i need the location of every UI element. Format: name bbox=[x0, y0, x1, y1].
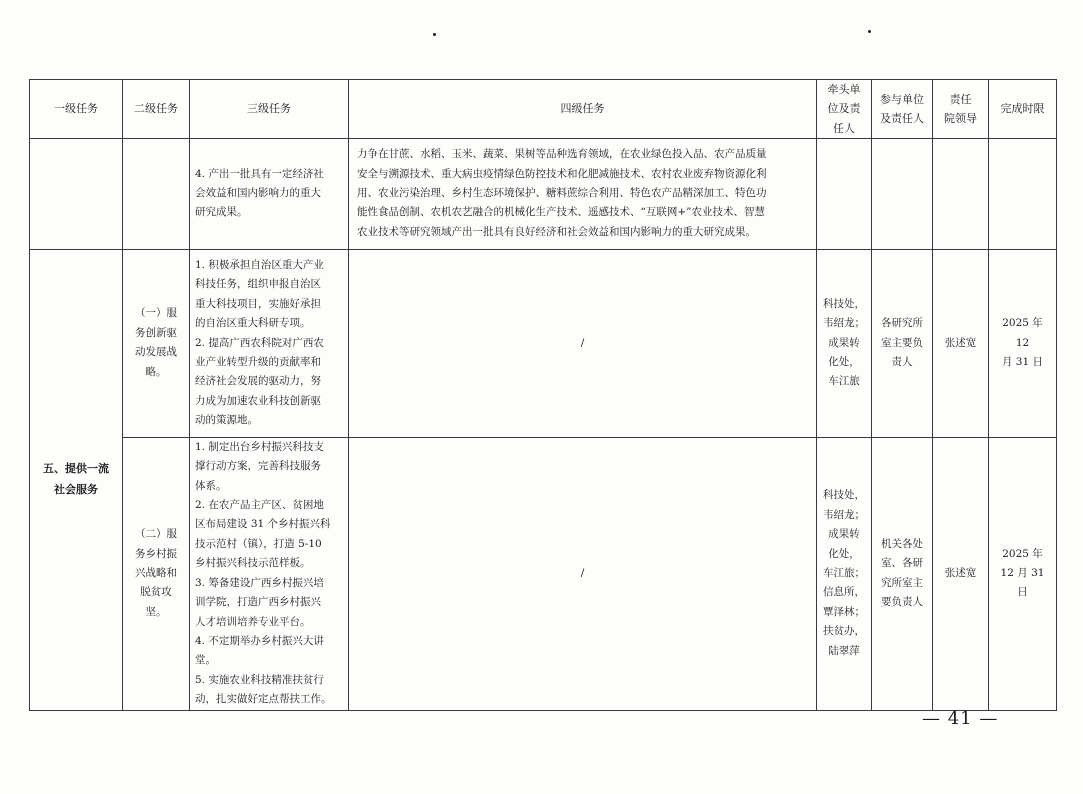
table-row bbox=[30, 138, 1057, 249]
leader-cell: 张述宽 bbox=[933, 437, 989, 710]
scan-speck bbox=[868, 30, 871, 33]
lead-cell: 科技处， 韦绍龙； 成果转 化处， 车江旅 bbox=[817, 249, 872, 437]
empty-cell bbox=[123, 138, 190, 249]
participants-cell: 机关各处 室、各研 究所室主 要负责人 bbox=[872, 437, 933, 710]
leader-cell: 张述宽 bbox=[933, 249, 989, 437]
header-level2: 二级任务 bbox=[123, 80, 190, 139]
header-participants: 参与单位 及责任人 bbox=[872, 80, 933, 139]
level2-cell: （一）服 务创新驱 动发展战 略。 bbox=[123, 249, 190, 437]
empty-cell bbox=[30, 138, 123, 249]
level2-cell: （二）服 务乡村振 兴战略和 脱贫攻 坚。 bbox=[123, 437, 190, 710]
header-level1: 一级任务 bbox=[30, 80, 123, 139]
deadline-cell: 2025 年 12 月 31 日 bbox=[989, 249, 1057, 437]
deadline-cell: 2025 年 12 月 31 日 bbox=[989, 437, 1057, 710]
empty-cell bbox=[872, 138, 933, 249]
task-table bbox=[29, 79, 1057, 711]
level3-cell: 1. 制定出台乡村振兴科技支 撑行动方案，完善科技服务 体系。 2. 在农产品主产区、贫困地 区布局建设 31 个乡村振兴科 技示范村（镇），打造 5-10 乡村振兴科技示范样板。 3. 筹备建设广西乡村振兴培 训学院，打造广西乡村振兴 人才培训培养专业平台。 4. 不定期举办乡村振兴大讲 堂。 5. 实施农业科技精准扶贫行 动，扎实做好定点帮扶工作。 bbox=[190, 437, 349, 710]
table-row bbox=[30, 437, 1057, 710]
table-row bbox=[30, 249, 1057, 437]
header-deadline: 完成时限 bbox=[989, 80, 1057, 139]
level4-cell: 力争在甘蔗、水稻、玉米、蔬菜、果树等品种选育领域，在农业绿色投入品、农产品质量 安全与溯源技术、重大病虫疫情绿色防控技术和化肥减施技术、农村农业废弃物资源化利 用、农业污染治理、乡村生态环境保护、糖料蔗综合利用、特色农产品精深加工、特色功 能性食品创制、农机农艺融合的机械化生产技术、遥感技术、“互联网+”农业技术、智慧 农业技术等研究领域产出一批具有良好经济和社会效益和国内影响力的重大研究成果。 bbox=[349, 138, 817, 249]
empty-cell bbox=[817, 138, 872, 249]
header-leader: 责任 院领导 bbox=[933, 80, 989, 139]
level3-cell: 1. 积极承担自治区重大产业 科技任务，组织申报自治区 重大科技项目，实施好承担 的自治区重大科研专项。 2. 提高广西农科院对广西农 业产业转型升级的贡献率和 经济社会发展的驱动力，努 力成为加速农业科技创新驱 动的策源地。 bbox=[190, 249, 349, 437]
scan-speck bbox=[433, 33, 436, 36]
level1-cell: 五、提供一流 社会服务 bbox=[30, 249, 123, 710]
empty-cell bbox=[933, 138, 989, 249]
header-level4: 四级任务 bbox=[349, 80, 817, 139]
header-lead: 牵头单 位及责 任人 bbox=[817, 80, 872, 139]
lead-cell: 科技处， 韦绍龙； 成果转 化处， 车江旅； 信息所， 覃泽林； 扶贫办， 陆翠萍 bbox=[817, 437, 872, 710]
level4-cell: / bbox=[349, 437, 817, 710]
page-number: — 41 — bbox=[922, 708, 999, 729]
level3-cell: 4. 产出一批具有一定经济社 会效益和国内影响力的重大 研究成果。 bbox=[190, 138, 349, 249]
empty-cell bbox=[989, 138, 1057, 249]
level4-cell: / bbox=[349, 249, 817, 437]
participants-cell: 各研究所 室主要负 责人 bbox=[872, 249, 933, 437]
header-level3: 三级任务 bbox=[190, 80, 349, 139]
table-header-row bbox=[30, 80, 1057, 139]
